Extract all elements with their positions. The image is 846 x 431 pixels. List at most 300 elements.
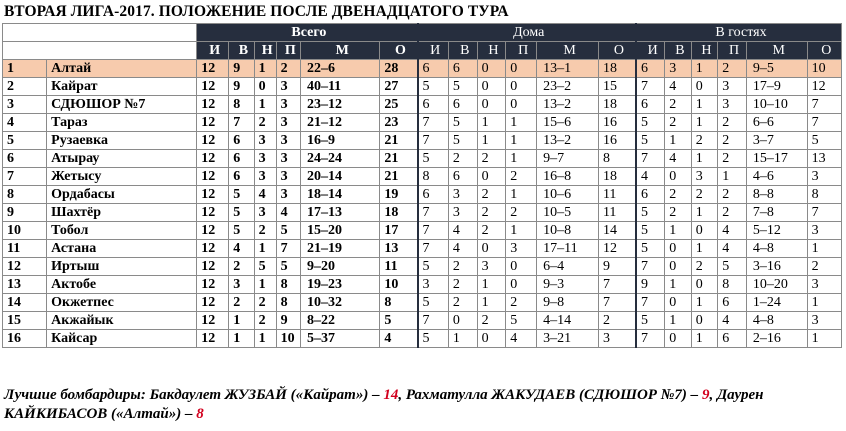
stat-cell: 3 [448,186,477,204]
stat-cell: 10–10 [746,96,807,114]
table-row [3,96,842,114]
stat-cell: 12 [598,240,636,258]
stat-cell: 9–20 [300,258,379,276]
stat-cell: 4 [254,186,276,204]
table-row [3,312,842,330]
position-cell: 14 [3,294,47,312]
stat-cell: 7 [418,204,449,222]
stat-cell: 3 [254,150,276,168]
stat-cell: 1–24 [746,294,807,312]
stat-cell: 0 [665,258,691,276]
table-row [3,132,842,150]
stat-cell: 9 [229,78,254,96]
stat-cell: 24–24 [300,150,379,168]
table-row [3,114,842,132]
stat-cell: 13–2 [537,96,599,114]
team-name-cell: Кайрат [47,78,197,96]
stat-cell: 2 [691,186,717,204]
stat-cell: 10 [807,60,841,78]
stat-cell: 19–23 [300,276,379,294]
stat-cell: 1 [254,60,276,78]
stat-cell: 1 [691,294,717,312]
stat-cell: 0 [506,60,537,78]
stat-cell: 1 [665,222,691,240]
stat-cell: 1 [506,150,537,168]
stat-cell: 9–7 [537,150,599,168]
position-cell: 13 [3,276,47,294]
stat-cell: 2 [691,132,717,150]
stat-cell: 5 [418,150,449,168]
stat-cell: 3 [276,78,300,96]
stat-cell: 10–20 [746,276,807,294]
group-home: Дома [418,24,637,42]
table-row [3,240,842,258]
stat-cell: 17–13 [300,204,379,222]
stat-cell: 5–37 [300,330,379,348]
scorers-mid-1: , Рахматулла ЖАКУДАЕВ (СДЮШОР №7) – [398,387,702,403]
stat-cell: 8–8 [746,186,807,204]
stat-cell: 5 [636,222,665,240]
stat-cell: 21–12 [300,114,379,132]
stat-cell: 17–11 [537,240,599,258]
stat-cell: 0 [665,294,691,312]
stat-cell: 3 [718,78,747,96]
stat-cell: 11 [380,258,418,276]
stat-cell: 2 [665,186,691,204]
stat-cell: 1 [691,330,717,348]
column-header: М [746,42,807,60]
stat-cell: 13–1 [537,60,599,78]
stat-cell: 12 [197,60,229,78]
stat-cell: 1 [477,114,506,132]
standings-table [2,23,842,348]
stat-cell: 3 [718,96,747,114]
stat-cell: 8–22 [300,312,379,330]
stat-cell: 6 [636,186,665,204]
stat-cell: 7 [418,222,449,240]
stat-cell: 6 [229,168,254,186]
stat-cell: 7 [418,114,449,132]
stat-cell: 2 [254,222,276,240]
position-cell: 6 [3,150,47,168]
stat-cell: 10 [380,276,418,294]
stat-cell: 6 [636,96,665,114]
stat-cell: 27 [380,78,418,96]
stat-cell: 4 [718,312,747,330]
stat-cell: 0 [254,78,276,96]
stat-cell: 4 [276,204,300,222]
stat-cell: 5 [636,132,665,150]
team-name-cell: Кайсар [47,330,197,348]
position-cell: 12 [3,258,47,276]
stat-cell: 2 [477,150,506,168]
stat-cell: 3 [477,258,506,276]
stat-cell: 5 [380,312,418,330]
stat-cell: 3 [665,60,691,78]
stat-cell: 3 [229,276,254,294]
stat-cell: 2 [718,114,747,132]
stat-cell: 7 [807,96,841,114]
stat-cell: 0 [506,78,537,96]
stat-cell: 15 [598,78,636,96]
stat-cell: 1 [691,96,717,114]
column-header: О [598,42,636,60]
stat-cell: 12 [197,150,229,168]
stat-cell: 12 [197,114,229,132]
stat-cell: 1 [665,276,691,294]
stat-cell: 1 [229,330,254,348]
column-header: О [380,42,418,60]
stat-cell: 1 [665,132,691,150]
stat-cell: 1 [506,222,537,240]
stat-cell: 9–8 [537,294,599,312]
stat-cell: 1 [254,330,276,348]
stat-cell: 1 [506,132,537,150]
stat-cell: 18 [598,168,636,186]
stat-cell: 18 [380,204,418,222]
stat-cell: 0 [691,78,717,96]
team-name-cell: Алтай [47,60,197,78]
top-scorers [4,386,842,424]
stat-cell: 8 [807,186,841,204]
stat-cell: 5 [448,114,477,132]
stat-cell: 4–14 [537,312,599,330]
stat-cell: 3 [506,240,537,258]
stat-cell: 6–4 [537,258,599,276]
stat-cell: 4 [718,222,747,240]
stat-cell: 4 [665,78,691,96]
stat-cell: 6 [636,60,665,78]
stat-cell: 0 [691,222,717,240]
stat-cell: 2 [448,258,477,276]
stat-cell: 10–32 [300,294,379,312]
stat-cell: 2 [448,294,477,312]
stat-cell: 5 [254,258,276,276]
stat-cell: 6 [418,60,449,78]
stat-cell: 9 [598,258,636,276]
stat-cell: 6 [418,96,449,114]
stat-cell: 3–16 [746,258,807,276]
stat-cell: 23–12 [300,96,379,114]
stat-cell: 4 [229,240,254,258]
position-cell: 2 [3,78,47,96]
stat-cell: 5 [229,222,254,240]
stat-cell: 21 [380,168,418,186]
stat-cell: 12 [197,78,229,96]
stat-cell: 10–6 [537,186,599,204]
stat-cell: 18 [598,60,636,78]
team-name-cell: Рузаевка [47,132,197,150]
column-header: И [197,42,229,60]
column-header: В [229,42,254,60]
stat-cell: 2 [665,96,691,114]
stat-cell: 5–12 [746,222,807,240]
column-header: П [506,42,537,60]
column-header-row [3,42,842,60]
stat-cell: 1 [254,276,276,294]
stat-cell: 3 [254,132,276,150]
stat-cell: 8 [418,168,449,186]
stat-cell: 1 [477,276,506,294]
stat-cell: 16 [598,114,636,132]
team-name-cell: Ордабасы [47,186,197,204]
stat-cell: 12 [807,78,841,96]
table-row [3,276,842,294]
stat-cell: 3 [807,276,841,294]
stat-cell: 9 [636,276,665,294]
scorer-goals-3: 8 [196,406,204,422]
table-row [3,258,842,276]
team-name-cell: Акжайык [47,312,197,330]
team-name-cell: Жетысу [47,168,197,186]
stat-cell: 12 [197,132,229,150]
stat-cell: 12 [197,186,229,204]
stat-cell: 3 [276,150,300,168]
stat-cell: 1 [477,294,506,312]
stat-cell: 2 [229,294,254,312]
stat-cell: 5 [229,204,254,222]
stat-cell: 2 [477,312,506,330]
stat-cell: 18 [598,96,636,114]
stat-cell: 2 [718,60,747,78]
stat-cell: 0 [448,312,477,330]
table-row [3,150,842,168]
stat-cell: 7–8 [746,204,807,222]
stat-cell: 12 [197,330,229,348]
stat-cell: 2 [718,186,747,204]
stat-cell: 4 [636,168,665,186]
group-total: Всего [197,24,418,42]
stat-cell: 1 [665,312,691,330]
stat-cell: 1 [718,168,747,186]
stat-cell: 3 [418,276,449,294]
stat-cell: 8 [718,276,747,294]
stat-cell: 15–20 [300,222,379,240]
position-cell: 16 [3,330,47,348]
stat-cell: 10–8 [537,222,599,240]
stat-cell: 25 [380,96,418,114]
stat-cell: 21–19 [300,240,379,258]
stat-cell: 1 [691,150,717,168]
stat-cell: 7 [598,276,636,294]
stat-cell: 2 [807,258,841,276]
stat-cell: 0 [665,240,691,258]
stat-cell: 2 [229,258,254,276]
stat-cell: 0 [506,276,537,294]
stat-cell: 6–6 [746,114,807,132]
stat-cell: 6 [718,330,747,348]
stat-cell: 0 [477,96,506,114]
stat-cell: 5 [506,312,537,330]
stat-cell: 2 [691,258,717,276]
table-row [3,78,842,96]
stat-cell: 3 [807,222,841,240]
position-cell: 3 [3,96,47,114]
stat-cell: 9 [276,312,300,330]
stat-cell: 2 [448,150,477,168]
stat-cell: 1 [448,330,477,348]
stat-cell: 11 [598,204,636,222]
header-blank [3,42,197,60]
stat-cell: 15–17 [746,150,807,168]
team-name-cell: Шахтёр [47,204,197,222]
stat-cell: 6 [718,294,747,312]
stat-cell: 6 [448,60,477,78]
stat-cell: 13 [380,240,418,258]
stat-cell: 11 [598,186,636,204]
stat-cell: 6 [448,96,477,114]
stat-cell: 5 [636,204,665,222]
stat-cell: 5 [448,132,477,150]
stat-cell: 3 [598,330,636,348]
stat-cell: 13–2 [537,132,599,150]
stat-cell: 5 [636,114,665,132]
stat-cell: 5 [229,186,254,204]
stat-cell: 12 [197,240,229,258]
team-name-cell: Актобе [47,276,197,294]
team-name-cell: Иртыш [47,258,197,276]
scorer-goals-2: 9 [701,387,710,403]
stat-cell: 1 [807,240,841,258]
stat-cell: 0 [477,78,506,96]
stat-cell: 17–9 [746,78,807,96]
stat-cell: 6 [418,186,449,204]
stat-cell: 7 [636,150,665,168]
stat-cell: 9–5 [746,60,807,78]
stat-cell: 15–6 [537,114,599,132]
stat-cell: 2 [276,60,300,78]
stat-cell: 4–8 [746,312,807,330]
stat-cell: 10 [276,330,300,348]
column-header: В [448,42,477,60]
stat-cell: 23–2 [537,78,599,96]
stat-cell: 1 [691,240,717,258]
stat-cell: 3 [276,168,300,186]
position-cell: 11 [3,240,47,258]
stat-cell: 5 [807,132,841,150]
stat-cell: 0 [477,330,506,348]
stat-cell: 5 [418,78,449,96]
stat-cell: 2 [448,276,477,294]
stat-cell: 0 [506,96,537,114]
stat-cell: 1 [477,132,506,150]
scorer-goals-1: 14 [383,387,399,403]
group-away: В гостях [636,24,841,42]
stat-cell: 5 [636,312,665,330]
column-header: Н [477,42,506,60]
column-header: М [537,42,599,60]
stat-cell: 19 [380,186,418,204]
stat-cell: 3 [254,204,276,222]
stat-cell: 6 [229,150,254,168]
column-header: И [636,42,665,60]
stat-cell: 2 [506,204,537,222]
stat-cell: 12 [197,204,229,222]
stat-cell: 1 [807,294,841,312]
stat-cell: 8 [276,294,300,312]
stat-cell: 2 [254,294,276,312]
stat-cell: 3 [807,312,841,330]
stat-cell: 5 [448,78,477,96]
stat-cell: 12 [197,222,229,240]
stat-cell: 2 [506,168,537,186]
stat-cell: 1 [506,186,537,204]
position-cell: 1 [3,60,47,78]
column-header: О [807,42,841,60]
table-row [3,60,842,78]
stat-cell: 5 [418,330,449,348]
column-header: В [665,42,691,60]
stat-cell: 7 [418,312,449,330]
scorers-mid-2: , Даурен КАЙКИБАСОВ («Алтай») – [4,387,764,422]
stat-cell: 12 [197,312,229,330]
stat-cell: 4 [506,330,537,348]
stat-cell: 0 [477,60,506,78]
stat-cell: 8 [598,150,636,168]
scorers-intro: Лучшие бомбардиры: Бакдаулет ЖУЗБАЙ («Кайрат») – [4,387,384,403]
stat-cell: 7 [276,240,300,258]
stat-cell: 2 [718,204,747,222]
table-row [3,294,842,312]
stat-cell: 18–14 [300,186,379,204]
stat-cell: 0 [691,312,717,330]
stat-cell: 2 [665,204,691,222]
stat-cell: 0 [665,330,691,348]
stat-cell: 2 [254,114,276,132]
team-name-cell: Тобол [47,222,197,240]
stat-cell: 7 [807,114,841,132]
stat-cell: 7 [636,294,665,312]
stat-cell: 2–16 [746,330,807,348]
group-header-row [3,24,842,42]
stat-cell: 7 [636,330,665,348]
stat-cell: 4–8 [746,240,807,258]
stat-cell: 8 [380,294,418,312]
stat-cell: 1 [229,312,254,330]
stat-cell: 5 [276,258,300,276]
stat-cell: 22–6 [300,60,379,78]
position-cell: 10 [3,222,47,240]
team-name-cell: Тараз [47,114,197,132]
stat-cell: 4 [718,240,747,258]
stat-cell: 21 [380,150,418,168]
stat-cell: 2 [477,186,506,204]
stat-cell: 5 [276,222,300,240]
table-row [3,186,842,204]
stat-cell: 12 [197,258,229,276]
stat-cell: 4 [448,222,477,240]
stat-cell: 7 [418,240,449,258]
stat-cell: 4 [448,240,477,258]
stat-cell: 3 [276,96,300,114]
page-title: ВТОРАЯ ЛИГА-2017. ПОЛОЖЕНИЕ ПОСЛЕ ДВЕНАДЦАТОГО ТУРА [4,3,509,20]
stat-cell: 0 [665,168,691,186]
header-blank [3,24,197,42]
position-cell: 15 [3,312,47,330]
stat-cell: 7 [636,78,665,96]
position-cell: 9 [3,204,47,222]
stat-cell: 10–5 [537,204,599,222]
stat-cell: 12 [197,276,229,294]
table-row [3,330,842,348]
stat-cell: 9–3 [537,276,599,294]
stat-cell: 6 [229,132,254,150]
stat-cell: 20–14 [300,168,379,186]
stat-cell: 6 [448,168,477,186]
stat-cell: 2 [665,114,691,132]
stat-cell: 16 [598,132,636,150]
stat-cell: 1 [691,114,717,132]
